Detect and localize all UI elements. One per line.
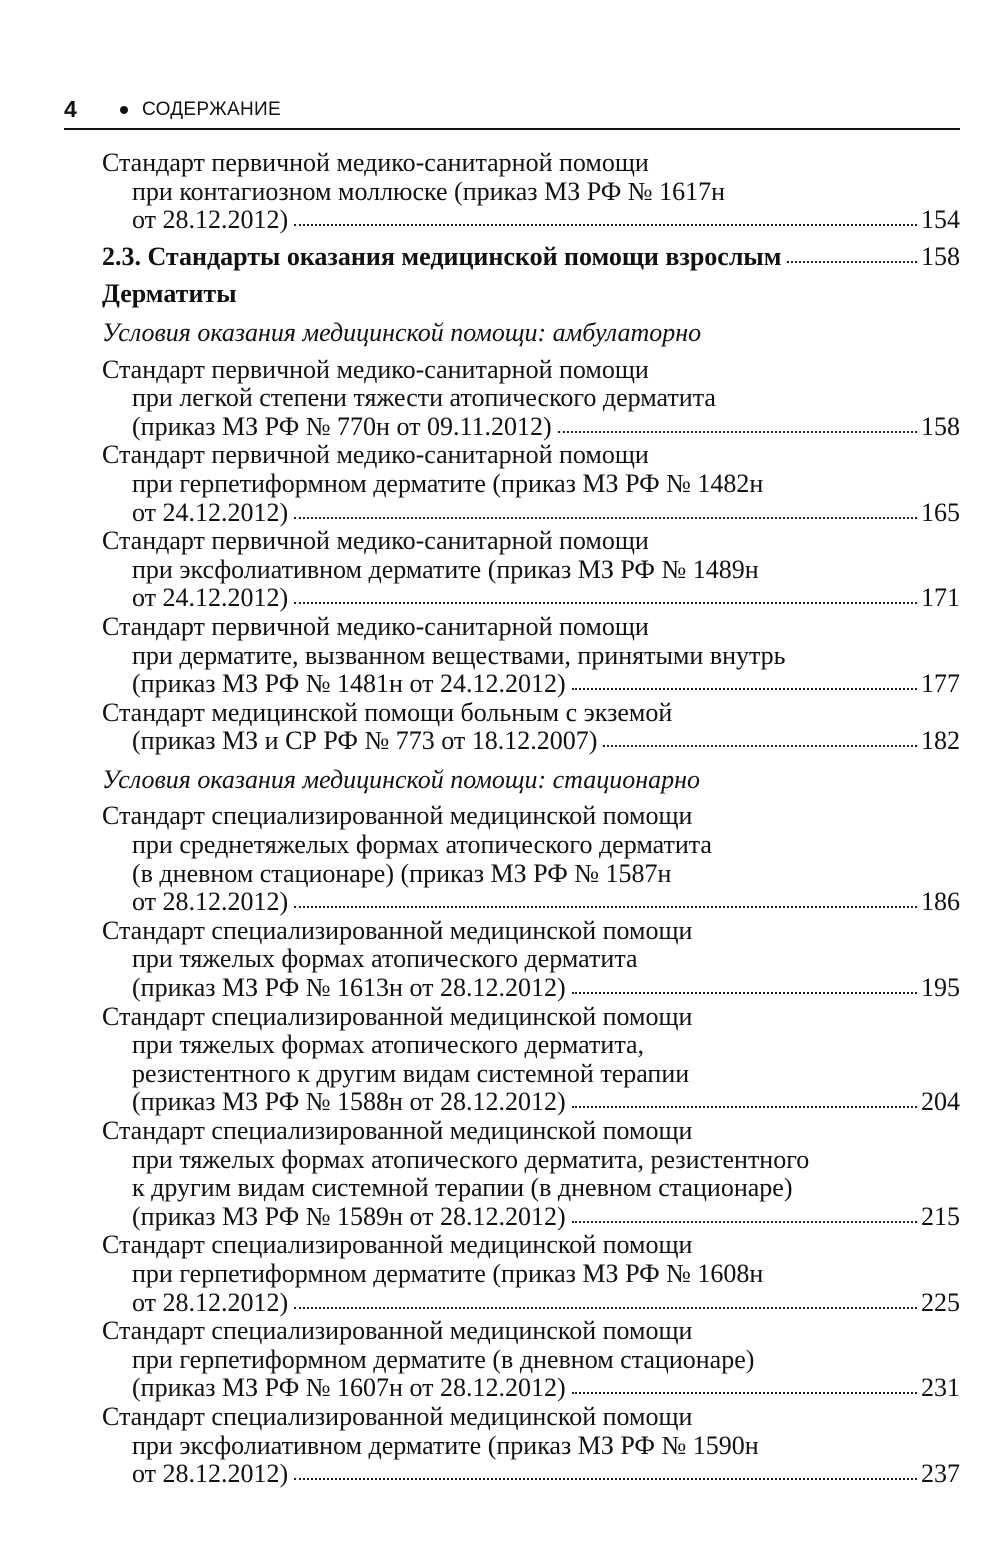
toc-page-number: 231: [921, 1373, 960, 1403]
toc-entry-last-line: [102, 413, 960, 442]
toc-entry-last-line: [102, 1460, 960, 1489]
toc-entry-line: (приказ МЗ РФ № 1588н от 28.12.2012): [132, 1087, 566, 1117]
toc-entry-last-line: [102, 206, 960, 235]
running-head-title: СОДЕРЖАНИЕ: [142, 99, 281, 120]
toc-entry[interactable]: [102, 527, 960, 613]
toc-entry-line: при тяжелых формах атопического дерматита: [132, 944, 638, 974]
toc-entry[interactable]: [102, 149, 960, 235]
toc-entry-line: Стандарт первичной медико-санитарной помощи: [102, 440, 649, 470]
toc-page-number: 215: [921, 1201, 960, 1231]
toc-entry-last-line: [102, 1289, 960, 1318]
toc-subheading: Условия оказания медицинской помощи: амбулаторно: [102, 317, 702, 347]
toc-entry-line: резистентного к другим видам системной терапии: [132, 1058, 690, 1088]
toc-entry[interactable]: [102, 1117, 960, 1231]
toc-entry[interactable]: [102, 1003, 960, 1117]
dot-leader: [603, 726, 917, 748]
toc-entry-line: от 24.12.2012): [132, 497, 289, 527]
toc-page-number: 158: [921, 411, 960, 441]
toc-entry[interactable]: [102, 699, 960, 756]
toc-entry-last-line: [102, 974, 960, 1003]
toc-entry[interactable]: [102, 441, 960, 527]
toc-entry[interactable]: [102, 613, 960, 699]
dot-leader: [787, 241, 917, 263]
toc-entry-line: при контагиозном моллюске (приказ МЗ РФ № 1617н: [132, 176, 725, 206]
toc-entry-line: (приказ МЗ РФ № 1607н от 28.12.2012): [132, 1373, 566, 1403]
dot-leader: [294, 1287, 917, 1309]
toc-page-number: 237: [921, 1459, 960, 1489]
toc-entry-line: при тяжелых формах атопического дерматита,: [132, 1030, 645, 1060]
toc-entry-line: при легкой степени тяжести атопического дерматита: [132, 383, 716, 413]
toc-entry-line: Стандарт первичной медико-санитарной помощи: [102, 354, 649, 384]
toc-entry-line: Стандарт медицинской помощи больным с экземой: [102, 697, 673, 727]
toc-entry-line: к другим видам системной терапии (в дневном стационаре): [132, 1173, 793, 1203]
dot-leader: [294, 887, 917, 909]
toc-entry-last-line: [102, 1088, 960, 1117]
toc-entry-last-line: [102, 670, 960, 699]
toc-entry-line: (в дневном стационаре) (приказ МЗ РФ № 1587н: [132, 858, 672, 888]
dot-leader: [294, 1459, 917, 1481]
toc-entry-line: от 28.12.2012): [132, 205, 289, 235]
toc-entry-line: при герпетиформном дерматите (в дневном стационаре): [132, 1344, 755, 1374]
dot-leader: [572, 973, 917, 995]
toc-group-heading: Дерматиты: [102, 279, 237, 309]
toc-page-number: 195: [921, 973, 960, 1003]
toc-entry-last-line: [102, 1374, 960, 1403]
page-number: 4: [64, 96, 77, 122]
toc-entry-line: Стандарт специализированной медицинской помощи: [102, 1001, 693, 1031]
toc-entry-line: при герпетиформном дерматите (приказ МЗ РФ № 1482н: [132, 468, 764, 498]
toc-entry-line: (приказ МЗ РФ № 1613н от 28.12.2012): [132, 973, 566, 1003]
toc-entry[interactable]: [102, 356, 960, 442]
toc-entry-line: при тяжелых формах атопического дерматита, резистентного: [132, 1144, 810, 1174]
toc-entry-line: Стандарт специализированной медицинской помощи: [102, 801, 693, 831]
dot-leader: [572, 1373, 917, 1395]
toc-page-number: 182: [921, 726, 960, 756]
toc-entry-line: при дерматите, вызванном веществами, принятыми внутрь: [132, 640, 786, 670]
toc-page-number: 158: [921, 241, 960, 271]
toc-entry[interactable]: [102, 802, 960, 916]
toc-entry-line: при эксфолиативном дерматите (приказ МЗ РФ № 1590н: [132, 1430, 759, 1460]
dot-leader: [294, 583, 917, 605]
toc-page-number: 204: [921, 1087, 960, 1117]
toc-entry-line: от 28.12.2012): [132, 1287, 289, 1317]
toc-page-number: 225: [921, 1287, 960, 1317]
toc-entry[interactable]: [102, 1231, 960, 1317]
dot-leader: [294, 205, 917, 227]
toc-entry-line: Стандарт первичной медико-санитарной помощи: [102, 526, 649, 556]
toc-entry-last-line: [102, 727, 960, 756]
toc-subheading: Условия оказания медицинской помощи: стационарно: [102, 764, 701, 794]
toc-entry-line: Стандарт специализированной медицинской помощи: [102, 1230, 693, 1260]
dot-leader: [572, 1201, 917, 1223]
toc-section-title: 2.3. Стандарты оказания медицинской помощи взрослым: [102, 241, 782, 271]
toc-page-number: 177: [921, 669, 960, 699]
running-head: [64, 94, 960, 130]
toc-entry[interactable]: [102, 1317, 960, 1403]
dot-leader: [572, 1087, 917, 1109]
table-of-contents: [102, 149, 960, 1489]
toc-entry-line: (приказ МЗ РФ № 1589н от 28.12.2012): [132, 1201, 566, 1231]
toc-page-number: 171: [921, 583, 960, 613]
toc-entry-last-line: [102, 1203, 960, 1232]
toc-entry-line: (приказ МЗ РФ № 770н от 09.11.2012): [132, 411, 552, 441]
toc-entry-line: Стандарт специализированной медицинской помощи: [102, 1316, 693, 1346]
toc-entry-line: (приказ МЗ РФ № 1481н от 24.12.2012): [132, 669, 566, 699]
toc-entry-last-line: [102, 499, 960, 528]
toc-entry-line: при среднетяжелых формах атопического дерматита: [132, 830, 712, 860]
dot-leader: [558, 411, 917, 433]
toc-entry-line: Стандарт первичной медико-санитарной помощи: [102, 611, 649, 641]
toc-entry-line: Стандарт специализированной медицинской помощи: [102, 1116, 693, 1145]
toc-entry[interactable]: [102, 1403, 960, 1489]
toc-entry-line: Стандарт первичной медико-санитарной помощи: [102, 148, 649, 177]
dot-leader: [572, 669, 917, 691]
bullet-icon: [120, 106, 128, 114]
toc-entry-line: при эксфолиативном дерматите (приказ МЗ РФ № 1489н: [132, 554, 759, 584]
toc-entry[interactable]: [102, 917, 960, 1003]
toc-entry-line: при герпетиформном дерматите (приказ МЗ РФ № 1608н: [132, 1258, 764, 1288]
toc-entry-last-line: [102, 243, 960, 272]
toc-entry-line: Стандарт специализированной медицинской помощи: [102, 915, 693, 945]
toc-entry-line: от 28.12.2012): [132, 1459, 289, 1489]
toc-entry-last-line: [102, 584, 960, 613]
toc-entry-line: (приказ МЗ и СР РФ № 773 от 18.12.2007): [132, 726, 598, 756]
toc-section-entry[interactable]: [102, 243, 960, 272]
toc-entry-line: от 28.12.2012): [132, 887, 289, 917]
toc-entry-line: от 24.12.2012): [132, 583, 289, 613]
toc-entry-line: Стандарт специализированной медицинской помощи: [102, 1401, 693, 1431]
toc-entry-last-line: [102, 888, 960, 917]
toc-page-number: 165: [921, 497, 960, 527]
toc-page-number: 186: [921, 887, 960, 917]
dot-leader: [294, 497, 917, 519]
toc-page-number: 154: [921, 205, 960, 235]
